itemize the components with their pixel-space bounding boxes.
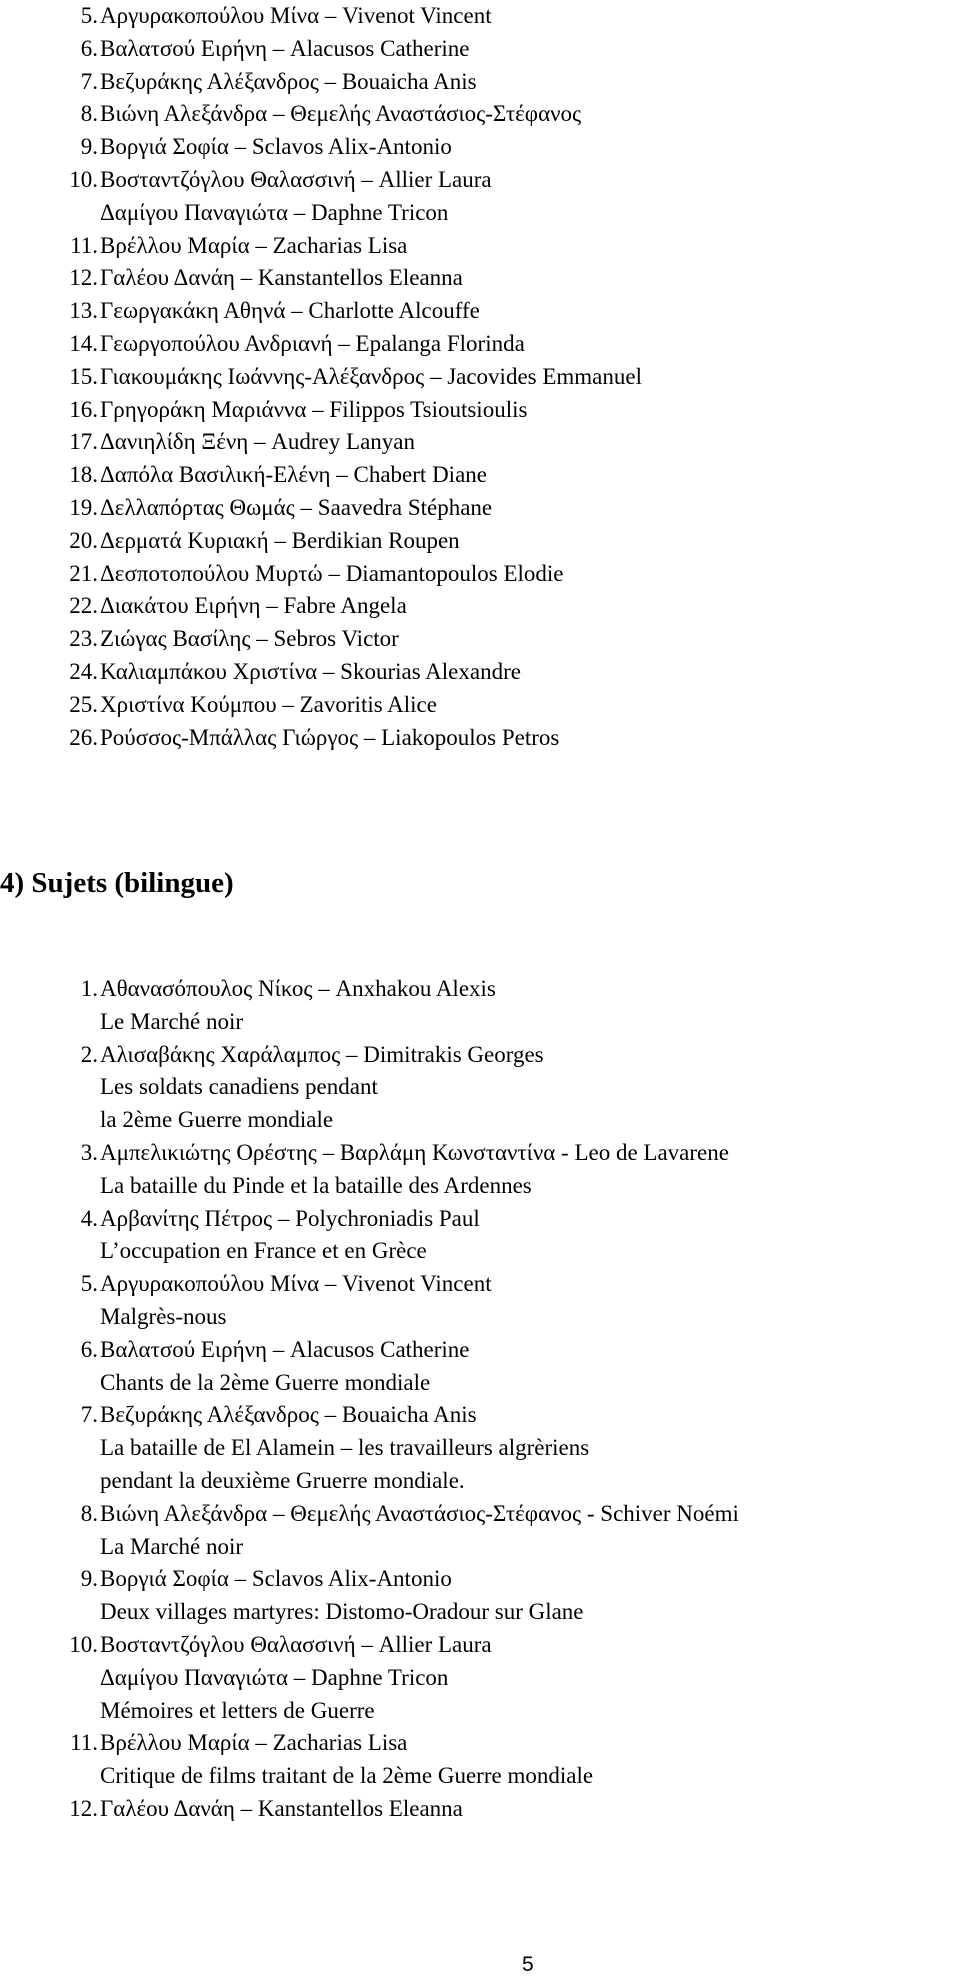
item-number: 9. [80, 1566, 98, 1592]
item-number: 7. [80, 68, 98, 94]
item-text: Διακάτου Ειρήνη – Fabre Angela [100, 593, 407, 619]
item-number: 21. [69, 560, 98, 586]
list-item [0, 1596, 960, 1629]
item-number: 18. [69, 462, 98, 488]
item-text: Βαλατσού Ειρήνη – Alacusos Catherine [100, 1336, 470, 1362]
item-text: Γαλέου Δανάη – Kanstantellos Eleanna [100, 1795, 463, 1821]
list-item [0, 689, 960, 722]
item-number: 6. [80, 1336, 98, 1362]
item-text: Βοργιά Σοφία – Sclavos Alix-Antonio [100, 1566, 452, 1592]
item-number: 5. [80, 3, 98, 28]
item-number: 12. [69, 1795, 98, 1821]
item-text: Δανιηλίδη Ξένη – Audrey Lanyan [100, 429, 415, 455]
list-item [0, 1432, 960, 1465]
page-number: 5 [522, 1953, 534, 1976]
list-item [0, 459, 960, 492]
item-text: Αλισαβάκης Χαράλαμπος – Dimitrakis Georges [100, 1041, 544, 1067]
item-number: 15. [69, 363, 98, 389]
list-item [0, 230, 960, 263]
list-item [0, 1563, 960, 1596]
list-item [0, 295, 960, 328]
list-item [0, 98, 960, 131]
item-text: Δελλαπόρτας Θωμάς – Saavedra Stéphane [100, 494, 493, 520]
item-text: Δαπόλα Βασιλική-Ελένη – Chabert Diane [100, 462, 487, 488]
list-item [0, 1629, 960, 1662]
list-item [0, 1399, 960, 1432]
item-text: Chants de la 2ème Guerre mondiale [100, 1369, 431, 1395]
item-text: Βρέλλου Μαρία – Zacharias Lisa [100, 1730, 408, 1756]
list-item [0, 66, 960, 99]
item-text: Καλιαμπάκου Χριστίνα – Skourias Alexandre [100, 658, 521, 684]
item-text: Critique de films traitant de la 2ème Guerre mondiale [100, 1763, 594, 1789]
item-number: 11. [70, 1730, 98, 1756]
item-text: Malgrès-nous [100, 1303, 227, 1329]
list-item [0, 1662, 960, 1695]
item-number: 14. [69, 330, 98, 356]
item-text: Δαμίγου Παναγιώτα – Daphne Tricon [100, 1664, 449, 1690]
list-item [0, 722, 960, 755]
item-text: Αμπελικιώτης Ορέστης – Βαρλάμη Κωνσταντίνα - Leo de Lavarene [100, 1139, 729, 1165]
item-text: La bataille du Pinde et la bataille des Ardennes [100, 1172, 532, 1198]
section-heading: 4) Sujets (bilingue) [0, 867, 234, 899]
list-item [0, 623, 960, 656]
item-text: Βοργιά Σοφία – Sclavos Alix-Antonio [100, 134, 452, 160]
list-item [0, 1006, 960, 1039]
list-item [0, 164, 960, 197]
item-number: 12. [69, 265, 98, 291]
item-number: 13. [69, 298, 98, 324]
item-number: 8. [80, 101, 98, 127]
item-text: Βεζυράκης Αλέξανδρος – Bouaicha Anis [100, 68, 477, 94]
item-text: Γεωργοπούλου Ανδριανή – Epalanga Florinda [100, 330, 525, 356]
list-item [0, 1727, 960, 1760]
item-number: 23. [69, 626, 98, 652]
item-text: Les soldats canadiens pendant [100, 1074, 378, 1100]
item-text: Αργυρακοπούλου Μίνα – Vivenot Vincent [100, 1271, 492, 1297]
list-item [0, 1793, 960, 1826]
item-text: Δερματά Κυριακή – Berdikian Roupen [100, 527, 460, 553]
item-number: 11. [70, 232, 98, 258]
item-number: 3. [80, 1139, 98, 1165]
item-text: Βεζυράκης Αλέξανδρος – Bouaicha Anis [100, 1402, 477, 1428]
list-item [0, 0, 960, 33]
list-item [0, 1235, 960, 1268]
item-number: 6. [80, 35, 98, 61]
item-text: Ζιώγας Βασίλης – Sebros Victor [100, 626, 399, 652]
item-text: Deux villages martyres: Distomo-Oradour sur Glane [100, 1599, 584, 1625]
list-item [0, 525, 960, 558]
item-text: Αργυρακοπούλου Μίνα – Vivenot Vincent [100, 3, 492, 28]
list-item [0, 590, 960, 623]
item-text: Δεσποτοπούλου Μυρτώ – Diamantopoulos Elodie [100, 560, 564, 586]
list-item [0, 1531, 960, 1564]
item-number: 2. [80, 1041, 98, 1067]
item-text: L’occupation en France et en Grèce [100, 1238, 427, 1264]
item-number: 5. [80, 1271, 98, 1297]
item-text: La bataille de El Alamein – les travailleurs algrèriens [100, 1435, 590, 1461]
item-text: Βοσταντζόγλου Θαλασσινή – Allier Laura [100, 1631, 492, 1657]
item-text: Βοσταντζόγλου Θαλασσινή – Allier Laura [100, 166, 492, 192]
list-item [0, 1760, 960, 1793]
list-item [0, 1104, 960, 1137]
list-item [0, 426, 960, 459]
item-text: Αρβανίτης Πέτρος – Polychroniadis Paul [100, 1205, 480, 1231]
list-item [0, 197, 960, 230]
item-text: Le Marché noir [100, 1008, 244, 1034]
list-item [0, 1498, 960, 1531]
item-number: 4. [80, 1205, 98, 1231]
list-item [0, 1301, 960, 1334]
item-text: Γεωργακάκη Αθηνά – Charlotte Alcouffe [100, 298, 480, 324]
list-item [0, 1465, 960, 1498]
list-item [0, 33, 960, 66]
item-text: la 2ème Guerre mondiale [100, 1107, 334, 1133]
item-number: 1. [80, 976, 98, 1001]
list-item [0, 1268, 960, 1301]
item-text: Ρούσσος-Μπάλλας Γιώργος – Liakopoulos Petros [100, 724, 560, 750]
item-number: 20. [69, 527, 98, 553]
item-number: 16. [69, 396, 98, 422]
item-number: 26. [69, 724, 98, 750]
list-item [0, 492, 960, 525]
item-number: 22. [69, 593, 98, 619]
item-number: 25. [69, 691, 98, 717]
list-item [0, 1071, 960, 1104]
list-item [0, 1137, 960, 1170]
item-number: 7. [80, 1402, 98, 1428]
item-number: 8. [80, 1500, 98, 1526]
item-number: 24. [69, 658, 98, 684]
item-number: 10. [69, 1631, 98, 1657]
list-item [0, 1367, 960, 1400]
list-item [0, 361, 960, 394]
item-text: Βρέλλου Μαρία – Zacharias Lisa [100, 232, 408, 258]
list-item [0, 973, 960, 1006]
item-text: Γαλέου Δανάη – Kanstantellos Eleanna [100, 265, 463, 291]
item-text: Βιώνη Αλεξάνδρα – Θεμελής Αναστάσιος-Στέφανος - Schiver Noémi [100, 1500, 739, 1526]
item-text: Γιακουμάκης Ιωάννης-Αλέξανδρος – Jacovides Emmanuel [100, 363, 642, 389]
item-text: Χριστίνα Κούμπου – Zavoritis Alice [100, 691, 437, 717]
list-item [0, 656, 960, 689]
list-item [0, 1170, 960, 1203]
list-item [0, 328, 960, 361]
item-text: Γρηγοράκη Μαριάννα – Filippos Tsioutsioulis [100, 396, 528, 422]
item-text: pendant la deuxième Gruerre mondiale. [100, 1467, 465, 1493]
item-text: Mémoires et letters de Guerre [100, 1697, 375, 1723]
list-item [0, 558, 960, 591]
item-text: La Marché noir [100, 1533, 244, 1559]
item-number: 19. [69, 494, 98, 520]
item-text: Βαλατσού Ειρήνη – Alacusos Catherine [100, 35, 470, 61]
list-item [0, 394, 960, 427]
list-item [0, 1695, 960, 1728]
item-number: 17. [69, 429, 98, 455]
list-item [0, 1334, 960, 1367]
pairs-list [0, 0, 960, 754]
item-number: 9. [80, 134, 98, 160]
list-item [0, 262, 960, 295]
list-item [0, 131, 960, 164]
item-text: Δαμίγου Παναγιώτα – Daphne Tricon [100, 199, 449, 225]
item-number: 10. [69, 166, 98, 192]
bilingual-topics-list [0, 973, 960, 1826]
item-text: Βιώνη Αλεξάνδρα – Θεμελής Αναστάσιος-Στέφανος [100, 101, 582, 127]
item-text: Αθανασόπουλος Νίκος – Anxhakou Alexis [100, 976, 496, 1001]
list-item [0, 1039, 960, 1072]
list-item [0, 1203, 960, 1236]
